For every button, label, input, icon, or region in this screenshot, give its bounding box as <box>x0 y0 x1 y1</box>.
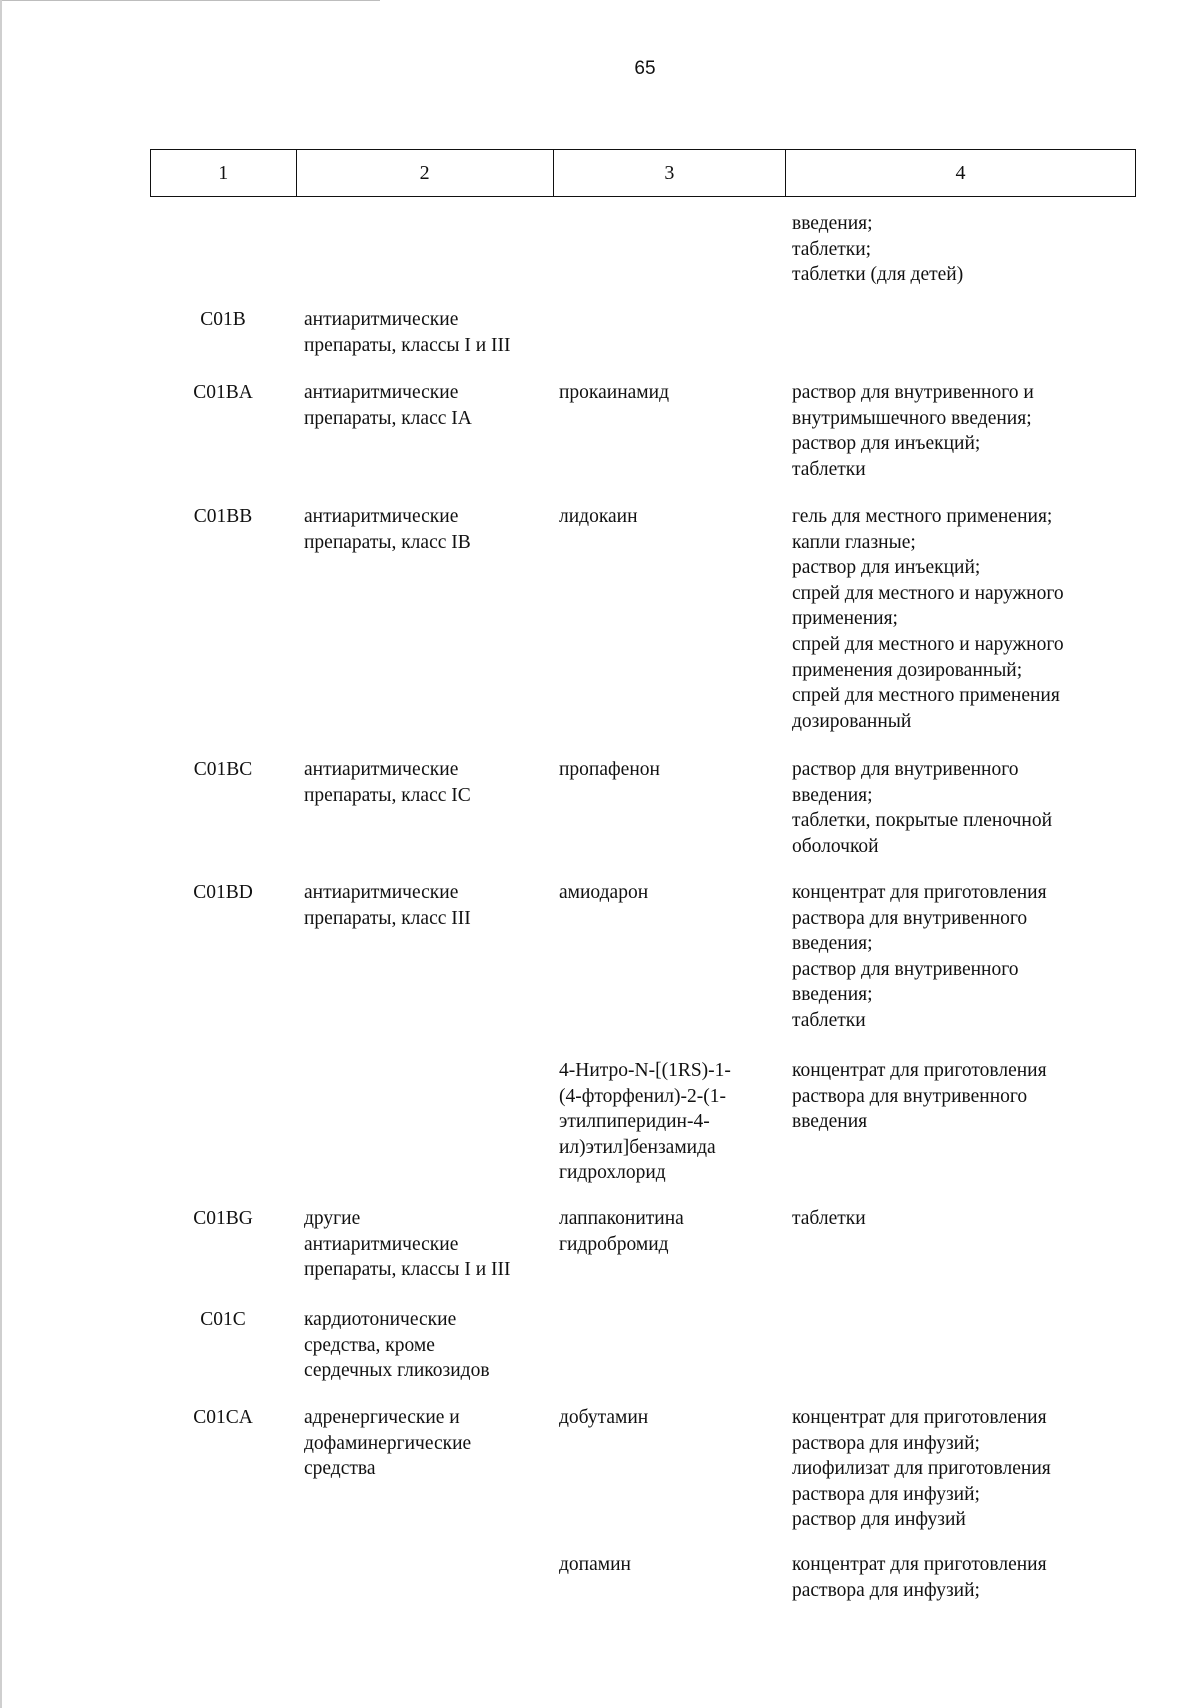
atc-code: C01BC <box>193 759 253 780</box>
substance-name-line: гидробромид <box>559 1233 669 1255</box>
dosage-forms-line: введения; <box>792 984 873 1006</box>
dosage-forms-line: таблетки (для детей) <box>792 264 964 286</box>
dosage-forms-line: введения; <box>792 784 873 806</box>
dosage-forms-line: таблетки, покрытые пленочной <box>792 810 1053 832</box>
dosage-forms-line: концентрат для приготовления <box>792 1060 1047 1081</box>
dosage-forms <box>792 1058 1122 1135</box>
dosage-forms-line: концентрат для приготовления <box>792 882 1047 903</box>
group-name-line: антиаритмические <box>304 759 459 780</box>
group-name-line: препараты, класс IC <box>304 784 471 806</box>
dosage-forms <box>792 211 1122 288</box>
atc-code: C01C <box>200 1309 246 1330</box>
group-name-line: антиаритмические <box>304 309 459 330</box>
column-number-3: 3 <box>554 150 786 196</box>
dosage-forms-line: введения <box>792 1111 868 1133</box>
dosage-forms-line: таблетки <box>792 458 866 480</box>
substance-name-line: (4-фторфенил)-2-(1- <box>559 1085 726 1107</box>
dosage-forms-line: раствор для инъекций; <box>792 433 981 455</box>
atc-code: C01B <box>200 309 246 330</box>
group-name <box>304 1405 544 1482</box>
group-name-line: препараты, класс IB <box>304 531 471 553</box>
substance-name-line: добутамин <box>559 1407 649 1428</box>
column-number-4: 4 <box>955 161 966 184</box>
atc-code: C01BG <box>193 1208 253 1229</box>
dosage-forms-line: введения; <box>792 933 873 955</box>
dosage-forms-line: применения; <box>792 608 898 630</box>
dosage-forms-line: раствор для внутривенного и <box>792 382 1034 403</box>
group-name <box>304 504 544 555</box>
dosage-forms-line: раствора для инфузий; <box>792 1483 980 1505</box>
substance-name <box>559 380 784 406</box>
dosage-forms <box>792 757 1122 859</box>
atc-code: C01BD <box>193 882 253 903</box>
group-name-line: сердечных гликозидов <box>304 1360 490 1382</box>
substance-name-line: гидрохлорид <box>559 1162 666 1184</box>
substance-name <box>559 1058 784 1186</box>
scan-edge-top <box>0 0 380 1</box>
dosage-forms-line: раствора для внутривенного <box>792 1085 1028 1107</box>
dosage-forms-line: концентрат для приготовления <box>792 1407 1047 1428</box>
dosage-forms-line: таблетки <box>792 1009 866 1031</box>
group-name-line: препараты, класс III <box>304 907 471 929</box>
group-name-line: средства <box>304 1458 376 1480</box>
atc-code: C01CA <box>193 1407 253 1428</box>
dosage-forms-line: раствор для внутривенного <box>792 958 1019 980</box>
dosage-forms-line: раствора для инфузий; <box>792 1579 980 1601</box>
dosage-forms <box>792 380 1122 482</box>
substance-name-line: ил)этил]бензамида <box>559 1136 716 1158</box>
dosage-forms-line: дозированный <box>792 710 912 732</box>
dosage-forms-line: раствора для внутривенного <box>792 907 1028 929</box>
column-number-1: 1 <box>151 150 297 196</box>
substance-name-line: допамин <box>559 1554 631 1575</box>
dosage-forms-line: спрей для местного и наружного <box>792 582 1064 604</box>
atc-code: C01BA <box>193 382 253 403</box>
dosage-forms-line: спрей для местного применения <box>792 685 1060 707</box>
dosage-forms-line: концентрат для приготовления <box>792 1554 1047 1575</box>
group-name-line: антиаритмические <box>304 1233 459 1255</box>
substance-name <box>559 880 784 906</box>
substance-name-line: лаппаконитина <box>559 1208 684 1229</box>
table-column-header <box>150 149 1136 197</box>
dosage-forms <box>792 1552 1122 1603</box>
dosage-forms-line: оболочкой <box>792 835 879 857</box>
substance-name-line: лидокаин <box>559 506 638 527</box>
substance-name-line: прокаинамид <box>559 382 669 403</box>
dosage-forms-line: введения; <box>792 213 873 234</box>
dosage-forms-line: таблетки; <box>792 238 872 260</box>
group-name <box>304 1206 544 1283</box>
substance-name-line: амиодарон <box>559 882 649 903</box>
dosage-forms-line: раствор для инъекций; <box>792 557 981 579</box>
column-number-2: 2 <box>297 150 554 196</box>
dosage-forms-line: раствор для инфузий <box>792 1509 966 1531</box>
substance-name <box>559 1206 784 1257</box>
group-name <box>304 307 544 358</box>
group-name-line: адренергические и <box>304 1407 460 1428</box>
dosage-forms-line: спрей для местного и наружного <box>792 633 1064 655</box>
group-name-line: другие <box>304 1208 361 1229</box>
group-name <box>304 757 544 808</box>
dosage-forms-line: применения дозированный; <box>792 659 1023 681</box>
dosage-forms <box>792 1206 1122 1232</box>
group-name-line: антиаритмические <box>304 882 459 903</box>
group-name-line: антиаритмические <box>304 382 459 403</box>
dosage-forms-line: раствора для инфузий; <box>792 1432 980 1454</box>
group-name-line: препараты, классы I и III <box>304 1259 511 1281</box>
group-name-line: кардиотонические <box>304 1309 457 1330</box>
page-number: 65 <box>634 58 656 79</box>
substance-name-line: 4-Нитро-N-[(1RS)-1- <box>559 1060 731 1081</box>
substance-name <box>559 1405 784 1431</box>
group-name-line: препараты, класс IA <box>304 407 472 429</box>
group-name <box>304 380 544 431</box>
dosage-forms-line: капли глазные; <box>792 531 916 553</box>
substance-name <box>559 1552 784 1578</box>
dosage-forms-line: лиофилизат для приготовления <box>792 1458 1051 1480</box>
substance-name-line: пропафенон <box>559 759 660 780</box>
group-name-line: дофаминергические <box>304 1432 472 1454</box>
dosage-forms-line: внутримышечного введения; <box>792 407 1032 429</box>
group-name <box>304 1307 544 1384</box>
dosage-forms <box>792 504 1122 734</box>
dosage-forms-line: таблетки <box>792 1208 866 1229</box>
scan-edge-left <box>0 0 2 1708</box>
substance-name <box>559 757 784 783</box>
substance-name-line: этилпиперидин-4- <box>559 1111 710 1133</box>
group-name-line: препараты, классы I и III <box>304 334 511 356</box>
group-name-line: средства, кроме <box>304 1334 435 1356</box>
dosage-forms-line: гель для местного применения; <box>792 506 1053 527</box>
atc-code: C01BB <box>193 506 253 527</box>
group-name-line: антиаритмические <box>304 506 459 527</box>
dosage-forms-line: раствор для внутривенного <box>792 759 1019 780</box>
group-name <box>304 880 544 931</box>
substance-name <box>559 504 784 530</box>
dosage-forms <box>792 880 1122 1034</box>
dosage-forms <box>792 1405 1122 1533</box>
